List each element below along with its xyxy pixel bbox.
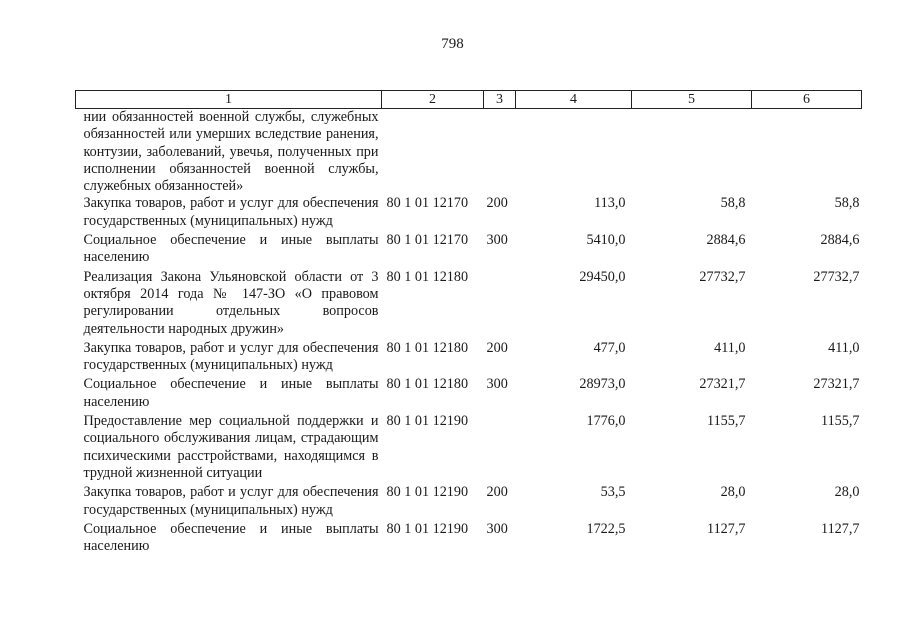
column-header-3: 3 bbox=[484, 91, 516, 109]
row-value-5: 28,0 bbox=[720, 484, 746, 501]
row-value-6: 27732,7 bbox=[813, 268, 860, 285]
row-type bbox=[484, 267, 516, 338]
column-header-2: 2 bbox=[382, 91, 484, 109]
row-type bbox=[484, 109, 516, 196]
row-type: 300 bbox=[486, 232, 508, 249]
row-value-4: 28973,0 bbox=[579, 376, 626, 393]
table-row bbox=[76, 519, 862, 556]
column-header-5: 5 bbox=[632, 91, 752, 109]
table-row bbox=[76, 482, 862, 519]
row-value-4: 1776,0 bbox=[586, 413, 626, 430]
row-code: 80 1 01 12170 bbox=[386, 232, 469, 249]
row-type: 300 bbox=[486, 376, 508, 393]
table-body bbox=[76, 109, 862, 556]
row-value-6: 1155,7 bbox=[821, 413, 860, 430]
table-row bbox=[76, 374, 862, 411]
row-value-6: 28,0 bbox=[834, 484, 860, 501]
column-header-4: 4 bbox=[516, 91, 632, 109]
row-type: 300 bbox=[486, 520, 508, 537]
row-value-4: 113,0 bbox=[594, 195, 626, 212]
row-value-5: 2884,6 bbox=[706, 232, 746, 249]
table-row bbox=[76, 195, 862, 230]
row-code: 80 1 01 12190 bbox=[386, 413, 469, 430]
page-number: 798 bbox=[441, 36, 464, 52]
row-value-4: 1722,5 bbox=[586, 520, 626, 537]
row-value-4 bbox=[516, 109, 632, 196]
row-name: нии обязанностей военной службы, служебных обязанностей или умерших вследствие ранения, контузии, заболеваний, увечья, полученных при исполнении обязанностей военной службы, служебных обязанностей» bbox=[83, 109, 379, 195]
row-value-6: 411,0 bbox=[828, 339, 860, 356]
row-name: Закупка товаров, работ и услуг для обеспечения государственных (муниципальных) нужд bbox=[83, 484, 379, 518]
row-value-5: 27321,7 bbox=[699, 376, 746, 393]
column-header-6: 6 bbox=[752, 91, 862, 109]
row-value-5: 27732,7 bbox=[699, 268, 746, 285]
row-name: Социальное обеспечение и иные выплаты населению bbox=[83, 376, 379, 410]
budget-table bbox=[75, 90, 862, 555]
table-row bbox=[76, 338, 862, 375]
row-name: Реализация Закона Ульяновской области от 3 октября 2014 года № 147-ЗО «О правовом регулировании отдельных вопросов деятельности народных дружин» bbox=[83, 268, 379, 337]
row-value-6: 2884,6 bbox=[820, 232, 860, 249]
row-code: 80 1 01 12190 bbox=[386, 520, 469, 537]
row-code bbox=[382, 109, 484, 196]
column-header-1: 1 bbox=[76, 91, 382, 109]
table-row bbox=[76, 267, 862, 338]
row-name: Социальное обеспечение и иные выплаты населению bbox=[83, 520, 379, 555]
row-value-5: 411,0 bbox=[714, 339, 746, 356]
row-value-4: 29450,0 bbox=[579, 268, 626, 285]
row-type: 200 bbox=[486, 195, 508, 212]
row-name: Социальное обеспечение и иные выплаты населению bbox=[83, 232, 379, 266]
row-value-4: 5410,0 bbox=[586, 232, 626, 249]
row-type bbox=[484, 411, 516, 482]
row-value-6: 27321,7 bbox=[813, 376, 860, 393]
row-value-6 bbox=[752, 109, 862, 196]
row-value-5: 1127,7 bbox=[707, 520, 746, 537]
row-code: 80 1 01 12180 bbox=[386, 339, 469, 356]
row-value-6: 58,8 bbox=[834, 195, 860, 212]
row-value-5: 58,8 bbox=[720, 195, 746, 212]
row-name: Закупка товаров, работ и услуг для обеспечения государственных (муниципальных) нужд bbox=[83, 339, 379, 374]
row-value-5 bbox=[632, 109, 752, 196]
row-code: 80 1 01 12180 bbox=[386, 268, 469, 285]
table-row bbox=[76, 109, 862, 196]
row-code: 80 1 01 12170 bbox=[386, 195, 469, 212]
table-row bbox=[76, 230, 862, 267]
row-value-6: 1127,7 bbox=[821, 520, 860, 537]
row-type: 200 bbox=[486, 484, 508, 501]
table-row bbox=[76, 411, 862, 482]
row-code: 80 1 01 12190 bbox=[386, 484, 469, 501]
row-name: Предоставление мер социальной поддержки и социального обслуживания лицам, страдающим психическими расстройствами, находящимся в трудной жизненной ситуации bbox=[83, 413, 379, 481]
table-header bbox=[76, 91, 862, 109]
row-value-4: 53,5 bbox=[600, 484, 626, 501]
row-code: 80 1 01 12180 bbox=[386, 376, 469, 393]
row-type: 200 bbox=[486, 339, 508, 356]
row-value-4: 477,0 bbox=[593, 339, 626, 356]
row-value-5: 1155,7 bbox=[707, 413, 746, 430]
row-name: Закупка товаров, работ и услуг для обеспечения государственных (муниципальных) нужд bbox=[83, 195, 379, 229]
header-row bbox=[76, 91, 862, 109]
